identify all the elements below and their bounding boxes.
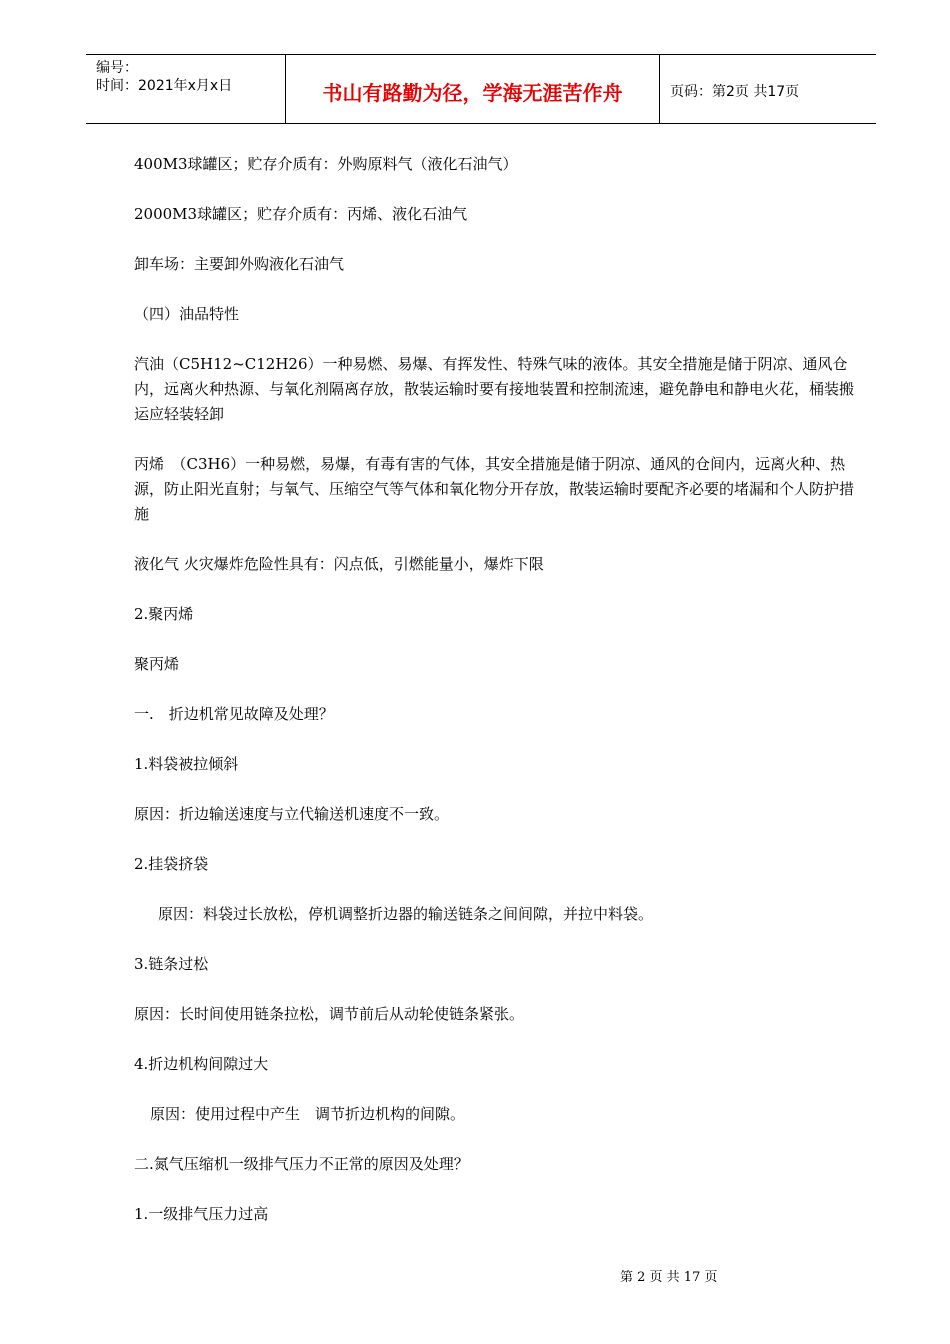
compressor-item-1: 1.一级排气压力过高 — [134, 1205, 269, 1223]
fault-cause-2: 原因：料袋过长放松，停机调整折边器的输送链条之间间隙，并拉中料袋。 — [158, 905, 654, 923]
fault-item-3: 3.链条过松 — [134, 955, 209, 973]
header-page-info: 页码：第2页 共17页 — [670, 84, 800, 100]
page-footer: 第 2 页 共 17 页 — [620, 1270, 718, 1285]
fault-item-1: 1.料袋被拉倾斜 — [134, 755, 239, 773]
heading-polypropylene: 聚丙烯 — [134, 655, 180, 673]
fault-cause-1: 原因：折边输送速度与立代输送机速度不一致。 — [134, 805, 450, 823]
paragraph-unloading-area: 卸车场：主要卸外购液化石油气 — [134, 255, 345, 273]
fault-cause-3: 原因：长时间使用链条拉松，调节前后从动轮使链条紧张。 — [134, 1005, 525, 1023]
header-meta — [86, 55, 286, 123]
document-number-label: 编号： — [96, 60, 138, 76]
paragraph-lpg: 液化气 火灾爆炸危险性具有：闪点低，引燃能量小，爆炸下限 — [134, 555, 544, 573]
paragraph-gasoline: 汽油（C5H12~C12H26）一种易燃、易爆、有挥发性、特殊气味的液体。其安全措施是储于阴凉、通风仓内，远离火种热源、与氧化剂隔离存放，散装运输时要有接地装置和控制流速，避免静电和静电火花，桶装搬运应轻装轻卸 — [134, 355, 855, 423]
fault-item-2: 2.挂袋挤袋 — [134, 855, 209, 873]
document-body — [134, 152, 864, 1252]
fault-item-4: 4.折边机构间隙过大 — [134, 1055, 269, 1073]
heading-folding-machine-faults: 一. 折边机常见故障及处理？ — [134, 705, 334, 723]
paragraph-sphere-tank-2000: 2000M3球罐区；贮存介质有：丙烯、液化石油气 — [134, 205, 468, 223]
paragraph-propylene: 丙烯 （C3H6）一种易燃，易爆，有毒有害的气体，其安全措施是储于阴凉、通风的仓间内，远离火种、热源，防止阳光直射；与氧气、压缩空气等气体和氧化物分开存放，散装运输时要配齐必要的堵漏和个人防护措施 — [134, 455, 855, 523]
heading-polypropylene-numbered: 2.聚丙烯 — [134, 605, 194, 623]
section-heading-oil-properties: （四）油品特性 — [134, 305, 240, 323]
header-motto: 书山有路勤为径，学海无涯苦作舟 — [286, 55, 660, 123]
paragraph-sphere-tank-400: 400M3球罐区；贮存介质有：外购原料气（液化石油气） — [134, 155, 518, 173]
fault-cause-4: 原因：使用过程中产生 调节折边机构的间隙。 — [150, 1105, 466, 1123]
heading-nitrogen-compressor: 二.氮气压缩机一级排气压力不正常的原因及处理？ — [134, 1155, 469, 1173]
document-time-label: 时间：2021年x月x日 — [96, 78, 233, 94]
page-header — [86, 54, 876, 124]
